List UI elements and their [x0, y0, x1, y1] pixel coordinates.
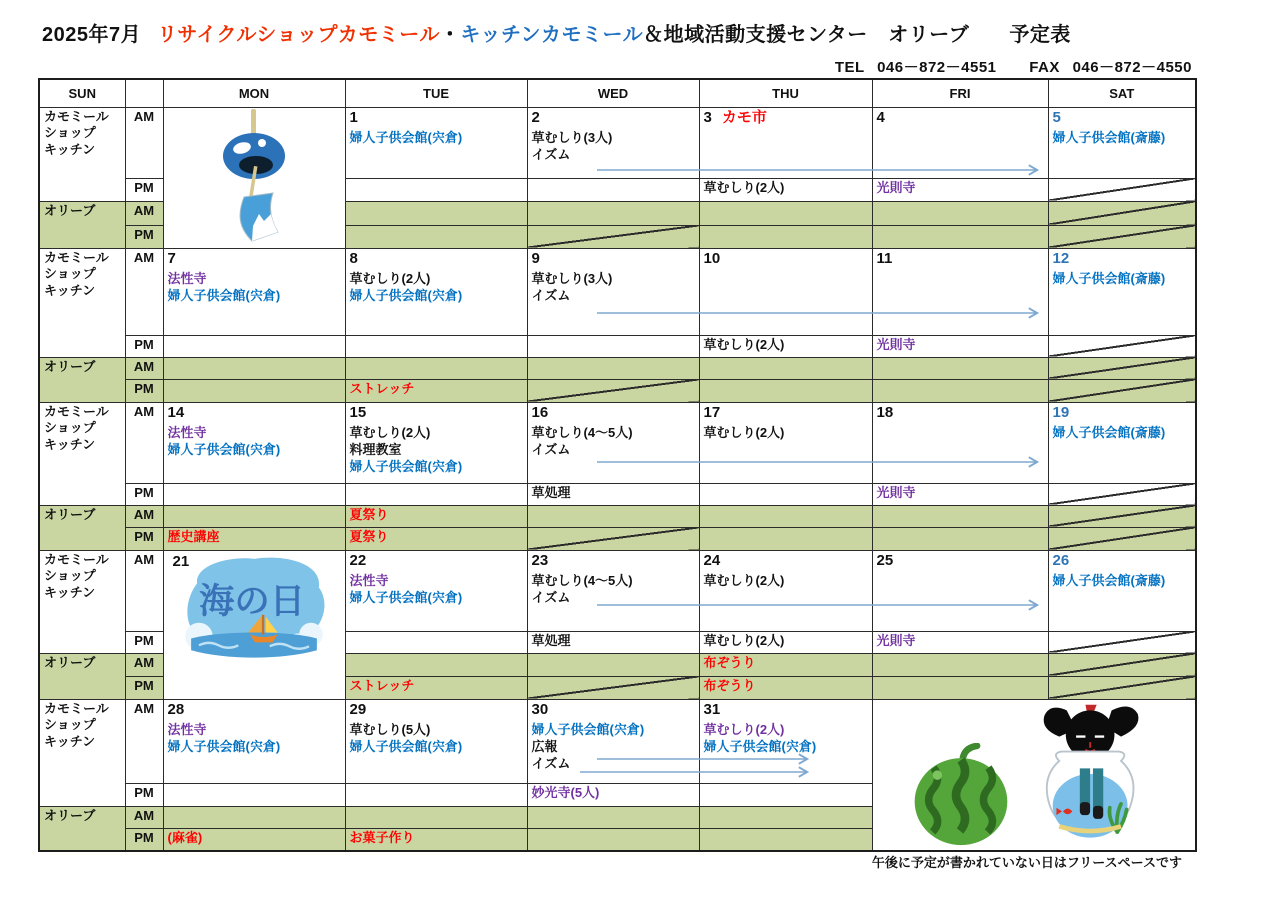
pm-label: PM [125, 483, 163, 505]
date-9: 9 [531, 249, 540, 267]
cell-w2-fri-oam [872, 357, 1048, 379]
col-header-thu: THU [699, 79, 872, 107]
cell-w5-thu-opm [699, 828, 872, 851]
calendar-table [38, 78, 1197, 852]
am-label: AM [125, 201, 163, 225]
date-8: 8 [349, 249, 358, 267]
pm-label: PM [125, 676, 163, 699]
watermelon-illustration [909, 743, 1013, 847]
marine-day-illustration [172, 552, 333, 664]
pm-label: PM [125, 527, 163, 550]
date-14: 14 [167, 403, 185, 421]
cell-w3-sat-oam-closed [1048, 505, 1196, 527]
title-suffix: 予定表 [1009, 24, 1071, 46]
date-10: 10 [703, 249, 721, 267]
cell-w3-thu-opm [699, 527, 872, 550]
pm-label: PM [125, 335, 163, 357]
footer-note: 午後に予定が書かれていない日はフリースペースです [871, 855, 1182, 870]
events-w4-tue-am: 法性寺 婦人子供会館(宍倉) [349, 573, 463, 606]
pm-label: PM [125, 178, 163, 201]
cell-w5-tue-pm [345, 783, 527, 806]
col-header-sat: SAT [1048, 79, 1196, 107]
group-label-chamomile: カモミール ショップ キッチン [39, 402, 125, 505]
cell-w3-sat-pm-closed [1048, 483, 1196, 505]
date-4: 4 [876, 108, 885, 126]
date-1: 1 [349, 108, 358, 126]
events-w2-wed-am: 草むしり(3人) イズム [531, 271, 613, 304]
week4-am-row [39, 550, 1196, 631]
cell-w3-mon-pm [163, 483, 345, 505]
events-w5-thu-am: 草むしり(2人) 婦人子供会館(宍倉) [703, 722, 817, 755]
date-3: 3 カモ市 [703, 108, 767, 126]
cell-w4-sat-pm-closed [1048, 631, 1196, 653]
cell-w1-wed-am [527, 107, 699, 178]
cell-w3-thu-am [699, 402, 872, 483]
date-16: 16 [531, 403, 549, 421]
date-5: 5 [1052, 108, 1061, 126]
group-label-olive: オリーブ [39, 653, 125, 699]
am-label: AM [125, 402, 163, 483]
am-label: AM [125, 357, 163, 379]
group-label-chamomile: カモミール ショップ キッチン [39, 550, 125, 653]
cell-w2-thu-am [699, 248, 872, 335]
cell-w3-fri-opm [872, 527, 1048, 550]
cell-w1-tue-oam [345, 201, 527, 225]
events-w5-mon-am: 法性寺 婦人子供会館(宍倉) [167, 722, 281, 755]
cell-w4-tue-pm [345, 631, 527, 653]
date-19: 19 [1052, 403, 1070, 421]
cell-w4-fri-pm: 光則寺 [872, 631, 1048, 653]
cell-w3-mon-opm: 歴史講座 [163, 527, 345, 550]
date-29: 29 [349, 700, 367, 718]
week3-am-row [39, 402, 1196, 483]
pm-label: PM [125, 225, 163, 248]
cell-w3-thu-pm [699, 483, 872, 505]
am-label: AM [125, 505, 163, 527]
cell-w4-wed-am [527, 550, 699, 631]
col-header-ampm [125, 79, 163, 107]
cell-w4-thu-am [699, 550, 872, 631]
events-w2-mon-am: 法性寺 婦人子供会館(宍倉) [167, 271, 281, 304]
cell-w2-mon-opm [163, 379, 345, 402]
cell-w1-wed-opm-closed [527, 225, 699, 248]
date-15: 15 [349, 403, 367, 421]
am-label: AM [125, 107, 163, 178]
events-w1-sat-am: 婦人子供会館(斎藤) [1052, 130, 1166, 146]
cell-w4-mon-holiday [163, 550, 345, 699]
cell-w3-tue-pm [345, 483, 527, 505]
date-26: 26 [1052, 551, 1070, 569]
week2-olive-pm-row [39, 379, 1196, 402]
cell-w1-sat-pm-closed [1048, 178, 1196, 201]
week3-olive-am-row [39, 505, 1196, 527]
group-label-chamomile: カモミール ショップ キッチン [39, 699, 125, 806]
date-25: 25 [876, 551, 894, 569]
cell-w1-thu-am [699, 107, 872, 178]
cell-w2-sat-opm-closed [1048, 379, 1196, 402]
week1-am-row [39, 107, 1196, 178]
cell-w3-fri-am [872, 402, 1048, 483]
page-title [42, 18, 1071, 47]
cell-w5-wed-opm [527, 828, 699, 851]
events-w5-wed-am: 婦人子供会館(宍倉) 広報 イズム [531, 722, 645, 772]
cell-w3-tue-am [345, 402, 527, 483]
header-row [39, 79, 1196, 107]
cell-w2-tue-am [345, 248, 527, 335]
cell-w3-wed-am [527, 402, 699, 483]
tel-label: TEL [834, 59, 865, 76]
cell-w3-wed-opm-closed [527, 527, 699, 550]
cell-w2-mon-am [163, 248, 345, 335]
cell-w4-tue-am [345, 550, 527, 631]
group-label-olive: オリーブ [39, 201, 125, 248]
cell-w1-wed-pm [527, 178, 699, 201]
cell-w5-wed-oam [527, 806, 699, 828]
pm-label: PM [125, 783, 163, 806]
fax-number: 046－872－4550 [1072, 59, 1192, 76]
cell-w5-mon-am [163, 699, 345, 783]
cell-w4-fri-opm [872, 676, 1048, 699]
col-header-tue: TUE [345, 79, 527, 107]
title-month: 2025年7月 [42, 24, 142, 46]
cell-w1-wed-oam [527, 201, 699, 225]
week3-olive-pm-row [39, 527, 1196, 550]
cell-w5-mon-opm: (麻雀) [163, 828, 345, 851]
cell-w1-thu-opm [699, 225, 872, 248]
cell-w4-thu-oam: 布ぞうり [699, 653, 872, 676]
am-label: AM [125, 550, 163, 631]
cell-w3-fri-oam [872, 505, 1048, 527]
col-header-wed: WED [527, 79, 699, 107]
date-21: 21 [172, 552, 190, 570]
events-w5-tue-am: 草むしり(5人) 婦人子供会館(宍倉) [349, 722, 463, 755]
group-label-olive: オリーブ [39, 357, 125, 402]
events-w4-thu-am: 草むしり(2人) [703, 573, 785, 589]
cell-w5-tue-opm: お菓子作り [345, 828, 527, 851]
cell-w1-sat-opm-closed [1048, 225, 1196, 248]
events-w1-tue-am: 婦人子供会館(宍倉) [349, 130, 463, 146]
cell-w1-tue-am [345, 107, 527, 178]
events-w4-wed-am: 草むしり(4～5人) イズム [531, 573, 633, 606]
date-17: 17 [703, 403, 721, 421]
cell-w1-sat-am [1048, 107, 1196, 178]
cell-w5-weekend-illustrations [872, 699, 1196, 851]
cell-w4-wed-opm-closed [527, 676, 699, 699]
svg-text:海の日: 海の日 [198, 581, 306, 621]
cell-w3-sat-opm-closed [1048, 527, 1196, 550]
cell-w5-tue-oam [345, 806, 527, 828]
cell-w5-tue-am [345, 699, 527, 783]
tel-number: 046－872－4551 [877, 59, 997, 76]
events-w3-wed-am: 草むしり(4～5人) イズム [531, 425, 633, 458]
cell-w4-fri-oam [872, 653, 1048, 676]
date-31: 31 [703, 700, 721, 718]
cell-w2-fri-pm: 光則寺 [872, 335, 1048, 357]
cell-w2-mon-pm [163, 335, 345, 357]
title-center-name: ＆地域活動支援センター オリーブ [643, 24, 970, 46]
cell-w5-mon-pm [163, 783, 345, 806]
cell-w3-tue-opm: 夏祭り [345, 527, 527, 550]
col-header-mon: MON [163, 79, 345, 107]
events-w2-sat-am: 婦人子供会館(斎藤) [1052, 271, 1166, 287]
week2-am-row [39, 248, 1196, 335]
kamo-market-tag: カモ市 [721, 108, 767, 126]
col-header-sun: SUN [39, 79, 125, 107]
fax-label: FAX [1029, 59, 1060, 76]
contact-line [827, 56, 1192, 77]
cell-w5-mon-oam [163, 806, 345, 828]
cell-w2-thu-opm [699, 379, 872, 402]
cell-w4-tue-oam [345, 653, 527, 676]
pm-label: PM [125, 379, 163, 402]
cell-w2-mon-oam [163, 357, 345, 379]
cell-w2-sat-pm-closed [1048, 335, 1196, 357]
events-w4-sat-am: 婦人子供会館(斎藤) [1052, 573, 1166, 589]
pm-label: PM [125, 828, 163, 851]
cell-w4-thu-opm: 布ぞうり [699, 676, 872, 699]
am-label: AM [125, 248, 163, 335]
cell-w4-tue-opm: ストレッチ [345, 676, 527, 699]
week2-olive-am-row [39, 357, 1196, 379]
cell-w5-thu-am [699, 699, 872, 783]
cell-w4-wed-oam [527, 653, 699, 676]
date-11: 11 [876, 249, 893, 267]
cell-w2-wed-am [527, 248, 699, 335]
events-w3-tue-am: 草むしり(2人) 料理教室 婦人子供会館(宍倉) [349, 425, 463, 475]
week2-pm-row [39, 335, 1196, 357]
date-22: 22 [349, 551, 367, 569]
cell-w5-wed-pm: 妙光寺(5人) [527, 783, 699, 806]
date-30: 30 [531, 700, 549, 718]
cell-w3-fri-pm: 光則寺 [872, 483, 1048, 505]
rabbit-in-fishbowl-illustration [1031, 701, 1153, 847]
cell-w1-thu-oam [699, 201, 872, 225]
cell-w5-wed-am [527, 699, 699, 783]
cell-w2-sat-oam-closed [1048, 357, 1196, 379]
am-label: AM [125, 653, 163, 676]
date-28: 28 [167, 700, 185, 718]
cell-w2-fri-am [872, 248, 1048, 335]
col-header-fri: FRI [872, 79, 1048, 107]
cell-w1-fri-oam [872, 201, 1048, 225]
week3-pm-row [39, 483, 1196, 505]
cell-w3-thu-oam [699, 505, 872, 527]
cell-w3-wed-pm: 草処理 [527, 483, 699, 505]
cell-w3-mon-am [163, 402, 345, 483]
cell-w3-sat-am [1048, 402, 1196, 483]
title-kitchen-name: キッチンカモミール [460, 24, 644, 46]
cell-w2-wed-opm-closed [527, 379, 699, 402]
cell-w2-tue-pm [345, 335, 527, 357]
cell-w1-fri-opm [872, 225, 1048, 248]
cell-w3-mon-oam [163, 505, 345, 527]
date-2: 2 [531, 108, 540, 126]
cell-w4-fri-am [872, 550, 1048, 631]
cell-w5-thu-pm [699, 783, 872, 806]
title-shop-name: リサイクルショップカモミール [157, 24, 440, 46]
cell-w2-tue-opm: ストレッチ [345, 379, 527, 402]
events-w2-tue-am: 草むしり(2人) 婦人子供会館(宍倉) [349, 271, 463, 304]
cell-w5-thu-oam [699, 806, 872, 828]
cell-w1-tue-opm [345, 225, 527, 248]
cell-w2-thu-oam [699, 357, 872, 379]
wind-chime-illustration [206, 109, 302, 243]
group-label-chamomile: カモミール ショップ キッチン [39, 107, 125, 201]
cell-w4-sat-am [1048, 550, 1196, 631]
cell-w4-sat-opm-closed [1048, 676, 1196, 699]
week5-am-row [39, 699, 1196, 783]
events-w3-mon-am: 法性寺 婦人子供会館(宍倉) [167, 425, 281, 458]
cell-w2-thu-pm: 草むしり(2人) [699, 335, 872, 357]
group-label-olive: オリーブ [39, 505, 125, 550]
cell-w3-tue-oam: 夏祭り [345, 505, 527, 527]
am-label: AM [125, 806, 163, 828]
cell-w2-tue-oam [345, 357, 527, 379]
cell-w2-wed-pm [527, 335, 699, 357]
pm-label: PM [125, 631, 163, 653]
cell-w1-fri-am [872, 107, 1048, 178]
cell-w4-sat-oam-closed [1048, 653, 1196, 676]
cell-w1-sat-oam-closed [1048, 201, 1196, 225]
date-7: 7 [167, 249, 176, 267]
group-label-olive: オリーブ [39, 806, 125, 851]
events-w1-wed-am: 草むしり(3人) イズム [531, 130, 613, 163]
cell-w2-fri-opm [872, 379, 1048, 402]
cell-w1-fri-pm: 光則寺 [872, 178, 1048, 201]
date-18: 18 [876, 403, 894, 421]
title-dot: ・ [439, 24, 461, 46]
cell-w3-wed-oam [527, 505, 699, 527]
group-label-chamomile: カモミール ショップ キッチン [39, 248, 125, 357]
cell-w1-tue-pm [345, 178, 527, 201]
cell-w2-sat-am [1048, 248, 1196, 335]
cell-w4-thu-pm: 草むしり(2人) [699, 631, 872, 653]
events-w3-sat-am: 婦人子供会館(斎藤) [1052, 425, 1166, 441]
cell-w1-thu-pm: 草むしり(2人) [699, 178, 872, 201]
cell-w4-wed-pm: 草処理 [527, 631, 699, 653]
date-24: 24 [703, 551, 721, 569]
events-w3-thu-am: 草むしり(2人) [703, 425, 785, 441]
date-23: 23 [531, 551, 549, 569]
date-12: 12 [1052, 249, 1070, 267]
cell-w1-mon [163, 107, 345, 248]
cell-w2-wed-oam [527, 357, 699, 379]
am-label: AM [125, 699, 163, 783]
calendar [38, 78, 1197, 852]
